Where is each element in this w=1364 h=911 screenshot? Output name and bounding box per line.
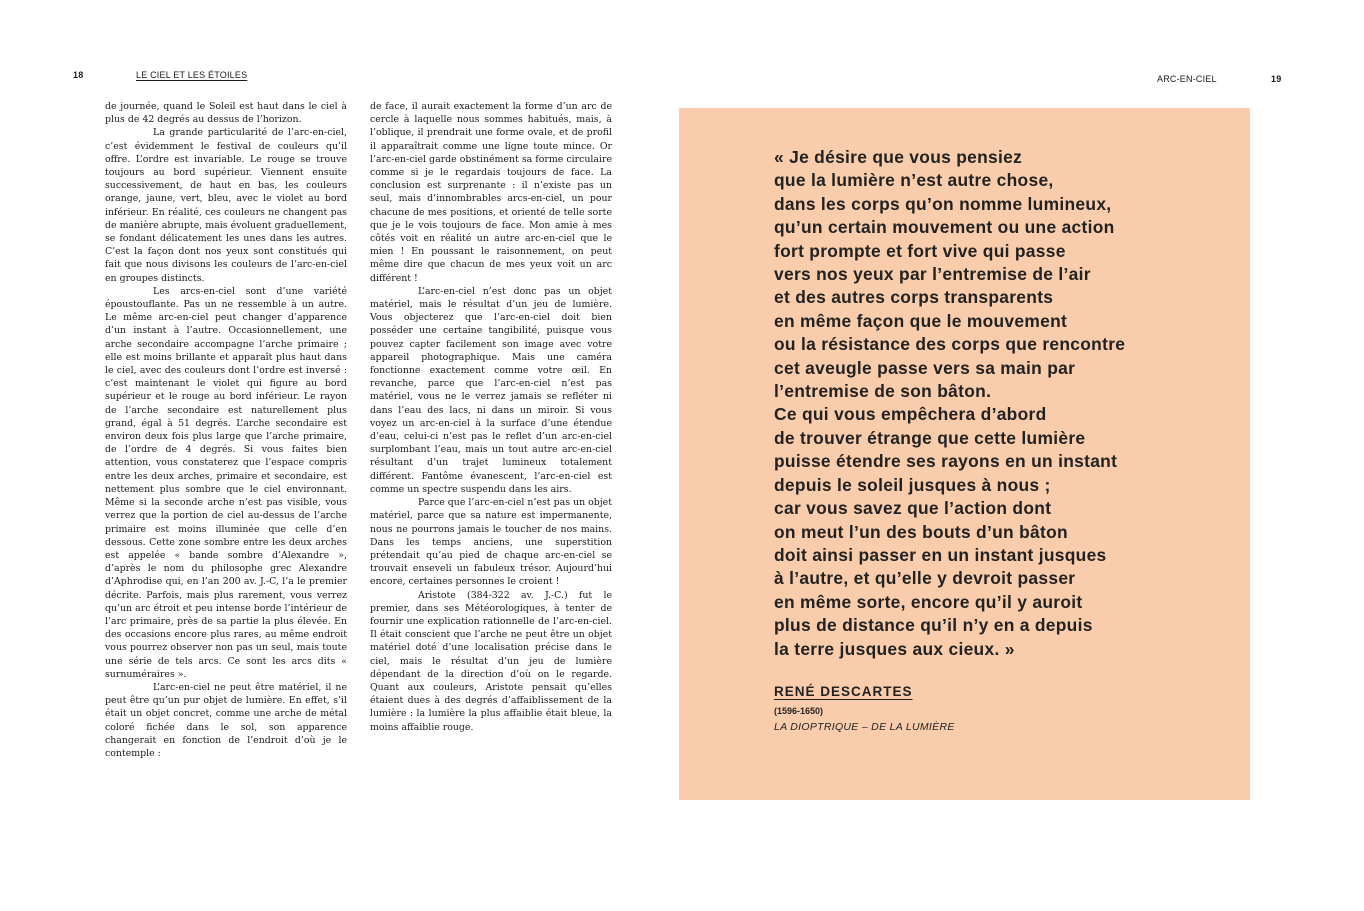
paragraph: Aristote (384-322 av. J.-C.) fut le premier, dans ses Météorologiques, à tenter de fournir une explication rationnelle de l’arc-en-ciel. Il était conscient que l’arche ne peut être un objet matériel doté d’une localisation précise dans le ciel, mais le résultat d’un jeu de lumière dépendant de la direction d’où on le regarde. Quant aux couleurs, Aristote pensait qu’elles étaient dues à des degrés d’affaiblissement de la lumière : la lumière la plus affaiblie était bleue, la moins affaiblie rouge.: [370, 589, 612, 733]
quote-line: car vous savez que l’action dont: [774, 498, 1052, 519]
quote-line: dans les corps qu’on nomme lumineux,: [774, 193, 1112, 214]
right-page-number: 19: [1271, 74, 1282, 84]
paragraph: de face, il aurait exactement la forme d’un arc de cercle à laquelle nous sommes habitués, mais, à l’oblique, il prendrait une forme ovale, et de profil il apparaîtrait comme une ligne toute mince. Or l’arc-en-ciel garde obstinément sa forme circulaire comme si je le regardais toujours de face. La conclusion est surprenante : il n’existe pas un seul, mais d’innombrables arcs-en-ciel, un pour chacune de mes positions, et orienté de telle sorte que je le vois toujours de face. Mon amie à mes côtés voit en réalité un autre arc-en-ciel que le mien ! En poussant le raisonnement, on peut même dire que chacun de mes yeux voit un arc différent !: [370, 101, 612, 284]
quote-line: vers nos yeux par l’entremise de l’air: [774, 264, 1091, 285]
quote-line: que la lumière n’est autre chose,: [774, 170, 1054, 191]
quote-line: doit ainsi passer en un instant jusques: [774, 544, 1107, 565]
work-title: LA DIOPTRIQUE – DE LA LUMIÈRE: [774, 721, 955, 733]
paragraph: L’arc-en-ciel ne peut être matériel, il ne peut être qu’un pur objet de lumière. En effet, s’il était un objet concret, comme une arche de métal coloré fichée dans le sol, son apparence changerait en fonction de l’endroit d’où je le contemple :: [105, 681, 347, 759]
quote-line: plus de distance qu’il n’y en a depuis: [774, 615, 1093, 636]
quote-line: puisse étendre ses rayons en un instant: [774, 451, 1118, 472]
descartes-quote: [774, 146, 1234, 661]
quote-line: Ce qui vous empêchera d’abord: [774, 404, 1047, 425]
quote-author: RENÉ DESCARTES: [774, 684, 913, 699]
quote-line: depuis le soleil jusques à nous ;: [774, 474, 1051, 495]
left-running-head: LE CIEL ET LES ÉTOILES: [136, 70, 248, 80]
quote-line: à l’autre, et qu’elle y devroit passer: [774, 568, 1076, 589]
paragraph: Les arcs-en-ciel sont d’une variété époustouflante. Pas un ne ressemble à un autre. Le même arc-en-ciel peut changer d’apparence d’un instant à l’autre. Occasionnellement, une arche secondaire accompagne l’arche primaire ; elle est moins brillante et apparaît plus haut dans le ciel, avec des couleurs dont l’ordre est inversé : c’est maintenant le violet qui figure au bord supérieur et le rouge au bord inférieur. Le rayon de l’arche secondaire est naturellement plus grand, égal à 51 degrés. L’arche secondaire est environ deux fois plus large que l’arche primaire, de l’ordre de 4 degrés. Si vous faites bien attention, vous constaterez que l’espace compris entre les deux arches, primaire et secondaire, est nettement plus sombre que le ciel environnant. Même si la seconde arche n’est pas visible, vous verrez que la portion de ciel au-dessus de l’arche primaire est moins illuminée que celle d’en dessous. Cette zone sombre entre les deux arches est appelée « bande sombre d’Alexandre », d’après le nom du philosophe grec Alexandre d’Aphrodise qui, en l’an 200 av. J.-C, l’a le premier décrite. Parfois, mais plus rarement, vous verrez qu’un arc étroit et peu intense borde l’intérieur de l’arc primaire, près de sa partie la plus élevée. En des occasions encore plus rares, au même endroit vous pourrez observer non pas un seul, mais toute une série de tels arcs. Ce sont les arcs dits « surnuméraires ».: [105, 285, 347, 680]
quote-line: en même sorte, encore qu’il y auroit: [774, 591, 1083, 612]
quote-line: cet aveugle passe vers sa main par: [774, 357, 1076, 378]
left-page-number: 18: [73, 70, 84, 80]
author-dates: (1596-1650): [774, 706, 824, 716]
quote-box: [679, 108, 1250, 800]
paragraph: L’arc-en-ciel n’est donc pas un objet matériel, mais le résultat d’un jeu de lumière. Vous objecterez que l’arc-en-ciel doit bien posséder une certaine tangibilité, puisque vous pouvez capter facilement son image avec votre appareil photographique. Mais une caméra fonctionne exactement comme votre œil. En revanche, parce que l’arc-en-ciel n’est pas matériel, vous ne le verrez jamais se refléter ni dans l’eau des lacs, ni dans un miroir. Si vous voyez un arc-en-ciel à la surface d’une étendue d’eau, celui-ci n’est pas le reflet d’un arc-en-ciel surplombant l’eau, mais un tout autre arc-en-ciel résultant d’un trajet lumineux totalement différent. Fantôme évanescent, l’arc-en-ciel est comme un spectre suspendu dans les airs.: [370, 285, 612, 495]
quote-line: qu’un certain mouvement ou une action: [774, 217, 1115, 238]
paragraph: La grande particularité de l’arc-en-ciel, c’est évidemment le festival de couleurs qu’il offre. L’ordre est invariable. Le rouge se trouve toujours au bord supérieur. Viennent ensuite successivement, de haut en bas, les couleurs orange, jaune, vert, bleu, avec le violet au bord inférieur. En réalité, ces couleurs ne changent pas de manière abrupte, mais évoluent graduellement, se fondant délicatement les unes dans les autres. C’est la façon dont nos yeux sont constitués qui fait que nous divisons les couleurs de l’arc-en-ciel en groupes distincts.: [105, 127, 347, 284]
quote-line: la terre jusques aux cieux. »: [774, 638, 1015, 659]
quote-line: l’entremise de son bâton.: [774, 381, 992, 402]
quote-line: fort prompte et fort vive qui passe: [774, 240, 1066, 261]
quote-line: ou la résistance des corps que rencontre: [774, 334, 1126, 355]
text-column-1: [105, 100, 347, 760]
quote-line: en même façon que le mouvement: [774, 310, 1068, 331]
text-column-2: [370, 100, 612, 734]
paragraph: Parce que l’arc-en-ciel n’est pas un objet matériel, parce que sa nature est impermanente, nous ne pourrons jamais le toucher de nos mains. Dans les temps anciens, une superstition prétendait qu’au pied de chaque arc-en-ciel se trouvait enseveli un fabuleux trésor. Aujourd’hui encore, certaines personnes le croient !: [370, 497, 612, 588]
paragraph: de journée, quand le Soleil est haut dans le ciel à plus de 42 degrés au dessus de l’horizon.: [105, 101, 347, 126]
quote-line: on meut l’un des bouts d’un bâton: [774, 521, 1068, 542]
quote-line: de trouver étrange que cette lumière: [774, 427, 1086, 448]
quote-line: et des autres corps transparents: [774, 287, 1054, 308]
quote-line: « Je désire que vous pensiez: [774, 147, 1023, 167]
right-running-head: ARC-EN-CIEL: [1157, 74, 1217, 84]
